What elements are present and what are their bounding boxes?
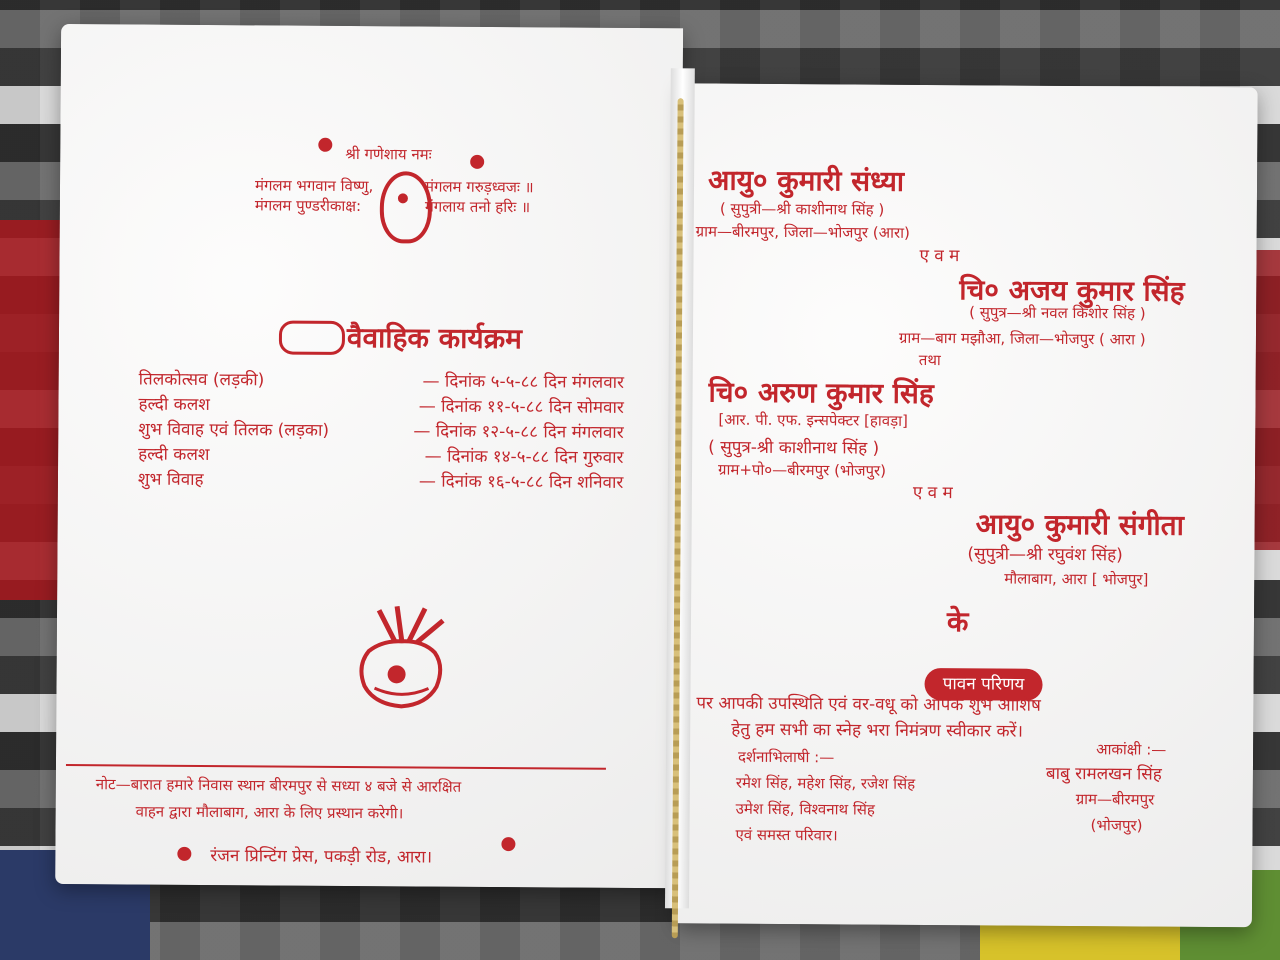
program-date: — दिनांक १४-५-८८ दिन गुरुवार — [424, 446, 624, 468]
host-name: बाबु रामलखन सिंह — [1045, 763, 1162, 785]
ganesh-title: श्री गणेशाय नमः — [345, 144, 432, 164]
groom-1-father: ( सुपुत्र—श्री नवल किशोर सिंह ) — [969, 303, 1146, 323]
program-row — [138, 417, 638, 443]
mangalam-line-3: मंगलम पुण्डरीकाक्ष: — [254, 196, 362, 216]
ganesh-icon — [380, 171, 433, 243]
host-district: (भोजपुर) — [1090, 816, 1143, 835]
tatha: तथा — [918, 350, 941, 370]
groom-1-name: चि० अजय कुमार सिंह — [959, 273, 1185, 308]
program-row — [138, 392, 638, 418]
program-event: शुभ विवाह — [137, 469, 204, 490]
program-date: — दिनांक १६-५-८८ दिन शनिवार — [418, 471, 624, 493]
floral-ornament-icon — [279, 320, 345, 354]
program-row — [139, 367, 639, 393]
bride-1-father: ( सुपुत्री—श्री काशीनाथ सिंह ) — [719, 199, 885, 219]
program-date: — दिनांक ११-५-८८ दिन सोमवार — [418, 396, 624, 418]
decorative-dot-icon — [470, 155, 484, 169]
bride-1-name: आयु० कुमारी संध्या — [707, 163, 905, 198]
program-row — [138, 442, 638, 468]
note-line-1: नोट—बारात हमारे निवास स्थान बीरमपुर से सध्या ४ बजे से आरक्षित — [95, 775, 462, 796]
program-event: शुभ विवाह एवं तिलक (लड़का) — [138, 419, 330, 441]
mangalam-line-2: मंगलम गरुड़ध्वजः ॥ — [424, 177, 534, 197]
note-line-2: वाहन द्वारा मौलाबाग, आरा के लिए प्रस्थान करेगी। — [135, 802, 404, 823]
bride-2-address: मौलाबाग, आरा [ भोजपुर] — [1004, 569, 1149, 589]
bride-2-father: (सुपुत्री—श्री रघुवंश सिंह) — [967, 544, 1123, 566]
program-row — [138, 467, 638, 493]
groom-2-name: चि० अरुण कुमार सिंह — [708, 375, 934, 411]
decorative-dot-icon — [318, 138, 332, 152]
bride-1-address: ग्राम—बीरमपुर, जिला—भोजपुर (आरा) — [695, 222, 910, 242]
host-village: ग्राम—बीरमपुर — [1075, 790, 1155, 809]
evam-2: ए व म — [912, 482, 953, 504]
printer-line: रंजन प्रिन्टिंग प्रेस, पकड़ी रोड, आरा। — [210, 846, 433, 868]
groom-2-father: ( सुपुत्र-श्री काशीनाथ सिंह ) — [708, 437, 880, 459]
ke-word: के — [946, 605, 969, 639]
wedding-invitation-book — [15, 24, 1261, 928]
paavan-parinay-badge: पावन परिणय — [924, 668, 1042, 701]
groom-2-post: [आर. पी. एफ. इन्सपेक्टर [हावड़ा] — [718, 410, 908, 430]
mangalam-line-4: मंगलाय तनो हरिः ॥ — [424, 197, 531, 217]
program-date: — दिनांक ५-५-८८ दिन मंगलवार — [422, 371, 625, 393]
bride-2-name: आयु० कुमारी संगीता — [975, 507, 1185, 542]
mangalam-line-1: मंगलम भगवान विष्णु, — [254, 176, 374, 196]
invitation-line-2: हेतु हम सभी का स्नेह भरा निमंत्रण स्वीकार करें। — [731, 719, 1024, 742]
program-heading: वैवाहिक कार्यक्रम — [346, 320, 523, 356]
evam-1: ए व म — [919, 245, 960, 267]
decorative-dot-icon — [177, 847, 191, 861]
darshanabhilashi-label: दर्शनाभिलाषी :— — [737, 747, 835, 767]
decorative-dot-icon — [501, 837, 515, 851]
program-date: — दिनांक १२-५-८८ दिन मंगलवार — [413, 421, 624, 443]
groom-2-address: ग्राम+पो०—बीरमपुर (भोजपुर) — [717, 460, 887, 480]
program-event: हल्दी कलश — [138, 444, 210, 466]
family-names-1: रमेश सिंह, महेश सिंह, रजेश सिंह — [735, 773, 916, 793]
invitation-line-1: पर आपकी उपस्थिति एवं वर-वधू को आपके शुभ आशिष — [696, 693, 1041, 716]
program-event: तिलकोत्सव (लड़की) — [138, 369, 265, 391]
kalash-illustration-icon — [346, 596, 457, 717]
akanshi-label: आकांक्षी :— — [1096, 740, 1167, 759]
family-names-2: उमेश सिंह, विश्वनाथ सिंह — [735, 799, 875, 819]
groom-1-address: ग्राम—बाग मझौआ, जिला—भोजपुर ( आरा ) — [898, 328, 1146, 349]
family-names-3: एवं समस्त परिवार। — [735, 825, 838, 845]
program-event: हल्दी कलश — [138, 394, 210, 416]
